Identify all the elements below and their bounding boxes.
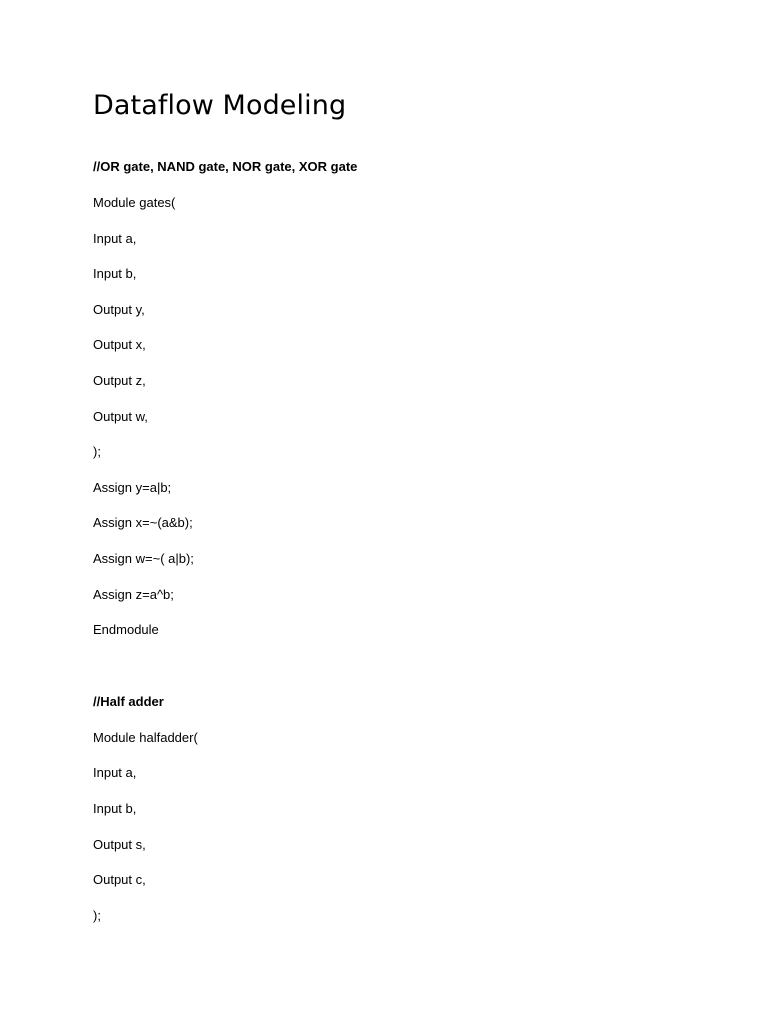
code-line: Module halfadder( — [93, 730, 198, 745]
code-line: Assign y=a|b; — [93, 480, 172, 495]
code-line: Module gates( — [93, 195, 176, 210]
code-comment-gates: //OR gate, NAND gate, NOR gate, XOR gate — [93, 159, 358, 174]
code-line: Output z, — [93, 373, 146, 388]
code-line: ); — [93, 444, 101, 459]
code-line: Output x, — [93, 337, 146, 352]
code-line: Endmodule — [93, 622, 159, 637]
code-line: Input a, — [93, 765, 137, 780]
code-comment-halfadder: //Half adder — [93, 694, 164, 709]
code-line: Input b, — [93, 801, 137, 816]
code-line: Output c, — [93, 872, 146, 887]
code-line: Assign w=~( a|b); — [93, 551, 194, 566]
code-line: Assign x=~(a&b); — [93, 515, 193, 530]
code-line: Assign z=a^b; — [93, 587, 174, 602]
code-line: Output w, — [93, 409, 148, 424]
code-line: Input a, — [93, 231, 137, 246]
code-line: Output s, — [93, 837, 146, 852]
code-line: ); — [93, 908, 101, 923]
code-line: Output y, — [93, 302, 145, 317]
code-line: Input b, — [93, 266, 137, 281]
page-title: Dataflow Modeling — [93, 90, 347, 121]
